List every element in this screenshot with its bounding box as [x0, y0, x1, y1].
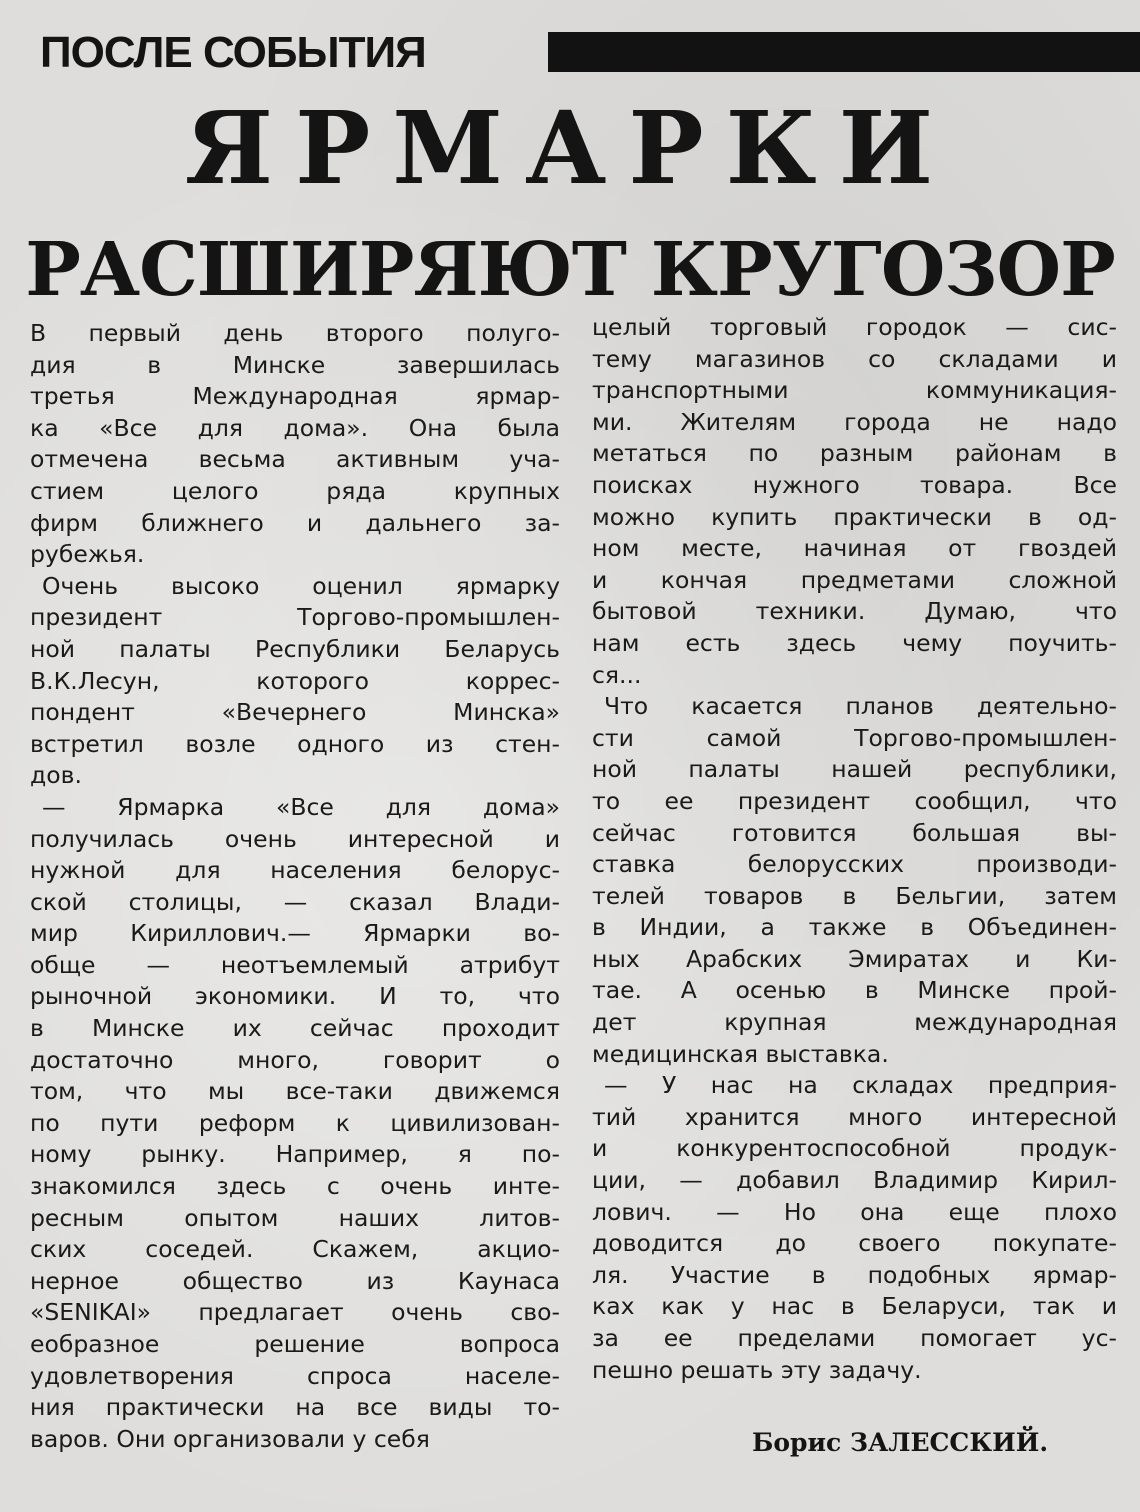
article-line: ния практически на все виды то-: [30, 1393, 560, 1422]
article-line: за ее пределами помогает ус-: [592, 1324, 1117, 1352]
article-line: тий хранится много интересной: [592, 1102, 1117, 1131]
article-line: удовлетворения спроса населе-: [30, 1361, 560, 1390]
article-line: встретил возле одного из стен-: [30, 729, 560, 758]
article-line: и конкурентоспособной продук-: [592, 1134, 1117, 1163]
article-line: ской столицы, — сказал Влади-: [30, 887, 560, 916]
article-line: Очень высоко оценил ярмарку: [42, 571, 560, 600]
article-line: ка «Все для дома». Она была: [30, 413, 560, 442]
article-line: третья Международная ярмар-: [30, 382, 560, 411]
article-line: мир Кириллович.— Ярмарки во-: [30, 919, 560, 948]
rubric-label: ПОСЛЕ СОБЫТИЯ: [40, 28, 426, 77]
article-line: ля. Участие в подобных ярмар-: [592, 1260, 1117, 1289]
article-line: дов.: [30, 761, 82, 790]
article-line: стием целого ряда крупных: [30, 476, 560, 505]
article-line: рыночной экономики. И то, что: [30, 982, 560, 1011]
article-line: «SENIKAI» предлагает очень сво-: [30, 1298, 560, 1327]
article-line: президент Торгово-промышлен-: [30, 603, 560, 632]
article-line: отмечена весьма активным уча-: [30, 445, 560, 474]
article-line: бытовой техники. Думаю, что: [592, 597, 1117, 626]
article-line: нужной для населения белорус-: [30, 856, 560, 885]
article-column-left: [30, 318, 560, 1455]
headline-line-2: РАСШИРЯЮТ КРУГОЗОР: [25, 227, 1115, 313]
article-line: по пути реформ к цивилизован-: [30, 1108, 560, 1137]
article-line: В первый день второго полуго-: [30, 319, 560, 347]
article-line: в Минске их сейчас проходит: [30, 1014, 560, 1043]
article-line: доводится до своего покупате-: [592, 1229, 1117, 1258]
article-line: ных Арабских Эмиратах и Ки-: [592, 944, 1117, 973]
headline-line-1: ЯРМАРКИ: [184, 89, 956, 207]
article-line: нам есть здесь чему поучить-: [592, 628, 1117, 657]
article-line: то ее президент сообщил, что: [592, 786, 1117, 815]
article-line: фирм ближнего и дальнего за-: [30, 508, 560, 537]
article-line: ному рынку. Например, я по-: [30, 1140, 560, 1169]
article-line: в Индии, а также в Объединен-: [592, 913, 1117, 942]
article-line: — У нас на складах предприя-: [604, 1071, 1117, 1100]
article-line: ся...: [592, 660, 642, 689]
article-line: целый торговый городок — сис-: [592, 313, 1117, 341]
article-line: ном месте, начиная от гвоздей: [592, 534, 1117, 563]
article-line: метаться по разным районам в: [592, 439, 1117, 468]
article-line: ставка белорусских производи-: [592, 850, 1117, 879]
article-line: том, что мы все-таки движемся: [30, 1077, 560, 1106]
article-line: ной палаты нашей республики,: [592, 755, 1117, 784]
article-column-right: [592, 312, 1117, 1386]
article-line: транспортными коммуникация-: [592, 376, 1117, 405]
rubric-header: [40, 22, 1110, 84]
article-line: — Ярмарка «Все для дома»: [42, 792, 560, 821]
article-line: лович. — Но она еще плохо: [592, 1197, 1117, 1226]
article-line: ках как у нас в Беларуси, так и: [592, 1292, 1117, 1321]
article-line: ресным опытом наших литов-: [30, 1203, 560, 1232]
article-line: дет крупная международная: [592, 1008, 1117, 1037]
article-line: ских соседей. Скажем, акцио-: [30, 1235, 560, 1264]
article-line: обще — неотъемлемый атрибут: [30, 950, 560, 979]
article-line: Что касается планов деятельно-: [604, 692, 1117, 721]
article-line: тему магазинов со складами и: [592, 344, 1117, 373]
article-line: достаточно много, говорит о: [30, 1045, 560, 1074]
article-line: пешно решать эту задачу.: [592, 1355, 922, 1384]
article-line: поисках нужного товара. Все: [592, 470, 1117, 499]
article-line: ной палаты Республики Беларусь: [30, 634, 560, 663]
article-line: знакомился здесь с очень инте-: [30, 1172, 560, 1201]
article-line: ми. Жителям города не надо: [592, 407, 1117, 436]
article-line: и кончая предметами сложной: [592, 565, 1117, 594]
author-signature: Борис ЗАЛЕССКИЙ.: [752, 1428, 1049, 1457]
article-line: получилась очень интересной и: [30, 824, 560, 853]
article-line: сти самой Торгово-промышлен-: [592, 723, 1117, 752]
article-line: можно купить практически в од-: [592, 502, 1117, 531]
article-line: варов. Они организовали у себя: [30, 1424, 430, 1453]
article-line: нерное общество из Каунаса: [30, 1266, 560, 1295]
article-line: сейчас готовится большая вы-: [592, 818, 1117, 847]
article-line: телей товаров в Бельгии, затем: [592, 881, 1117, 910]
article-line: пондент «Вечернего Минска»: [30, 698, 560, 727]
article-line: медицинская выставка.: [592, 1039, 889, 1068]
article-line: рубежья.: [30, 540, 145, 569]
rubric-black-bar: [548, 32, 1140, 72]
article-line: дия в Минске завершилась: [30, 350, 560, 379]
article-line: В.К.Лесун, которого коррес-: [30, 666, 560, 695]
article-line: ции, — добавил Владимир Кирил-: [592, 1166, 1117, 1195]
article-line: тае. А осенью в Минске прой-: [592, 976, 1117, 1005]
article-line: еобразное решение вопроса: [30, 1330, 560, 1358]
